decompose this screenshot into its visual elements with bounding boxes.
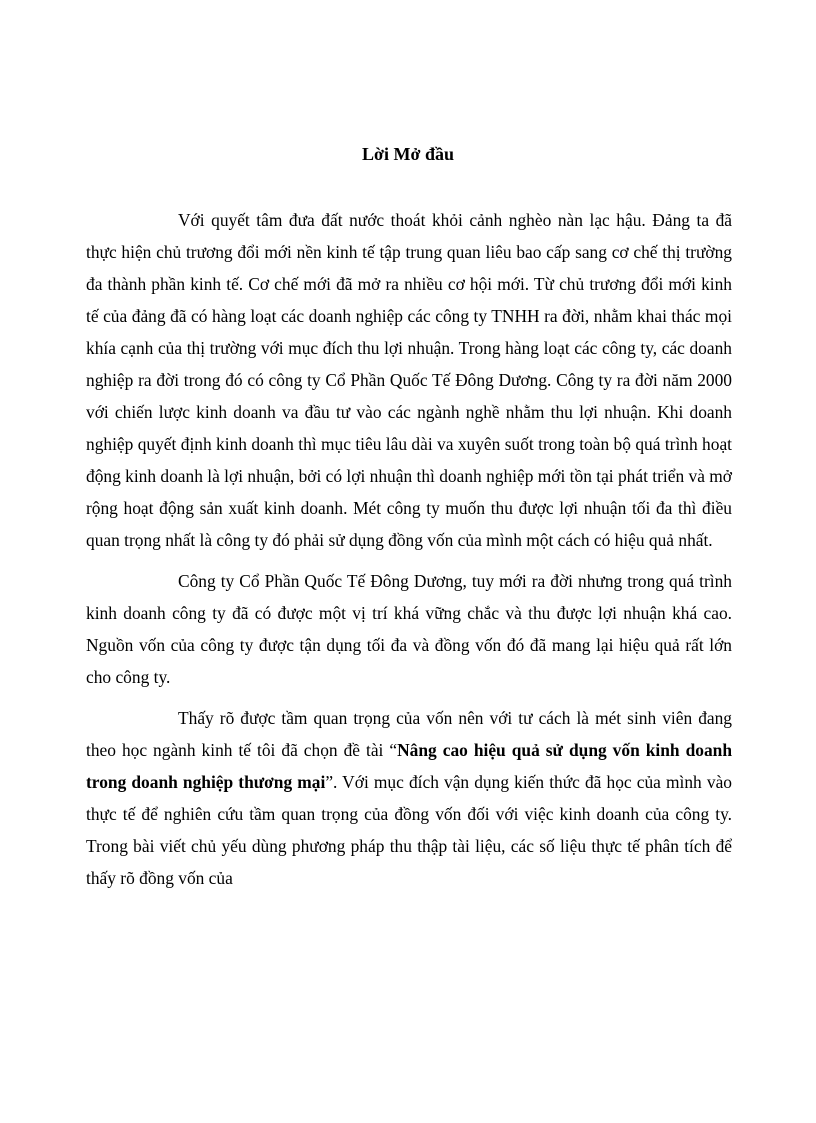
paragraph-3 (86, 702, 732, 894)
thesis-topic-bold: Nâng cao hiệu quả sử dụng vốn kinh doanh trong doanh nghiệp thương mại (86, 740, 732, 792)
paragraph-2: Công ty Cổ Phần Quốc Tế Đông Dương, tuy mới ra đời nhưng trong quá trình kinh doanh công ty đã có được một vị trí khá vững chắc và thu được lợi nhuận khá cao. Nguồn vốn của công ty được tận dụng tối đa và đồng vốn đó đã mang lại hiệu quả rất lớn cho công ty. (86, 571, 732, 687)
paragraph-3-text-after: ”. Với mục đích vận dụng kiến thức đã học của mình vào thực tế để nghiên cứu tầm quan trọng của đồng vốn đối với việc kinh doanh của công ty. Trong bài viết chủ yếu dùng phương pháp thu thập tài liệu, các số liệu thực tế phân tích để thấy rõ đồng vốn của (86, 772, 732, 888)
document-body (86, 204, 732, 894)
paragraph-3-text-before: Thấy rõ được tầm quan trọng của vốn nên với tư cách là mét sinh viên đang theo học ngành kinh tế tôi đã chọn đề tài “ (86, 708, 732, 760)
paragraph-1: Với quyết tâm đưa đất nước thoát khỏi cảnh nghèo nàn lạc hậu. Đảng ta đã thực hiện chủ trương đổi mới nền kinh tế tập trung quan liêu bao cấp sang cơ chế thị trường đa thành phần kinh tế. Cơ chế mới đã mở ra nhiều cơ hội mới. Từ chủ trương đổi mới kinh tế của đảng đã có hàng loạt các doanh nghiệp các công ty TNHH ra đời, nhằm khai thác mọi khía cạnh của thị trường với mục đích thu lợi nhuận. Trong hàng loạt các công ty, các doanh nghiệp ra đời trong đó có công ty Cổ Phần Quốc Tế Đông Dương. Công ty ra đời năm 2000 với chiến lược kinh doanh va đầu tư vào các ngành nghề nhằm thu lợi nhuận. Khi doanh nghiệp quyết định kinh doanh thì mục tiêu lâu dài va xuyên suốt trong toàn bộ quá trình hoạt động kinh doanh là lợi nhuận, bởi có lợi nhuận thì doanh nghiệp mới tồn tại phát triển và mở rộng hoạt động sản xuất kinh doanh. Mét công ty muốn thu được lợi nhuận tối đa thì điều quan trọng nhất là công ty đó phải sử dụng đồng vốn của mình một cách có hiệu quả nhất. (86, 210, 732, 550)
page-title: Lời Mở đầu (362, 144, 454, 164)
